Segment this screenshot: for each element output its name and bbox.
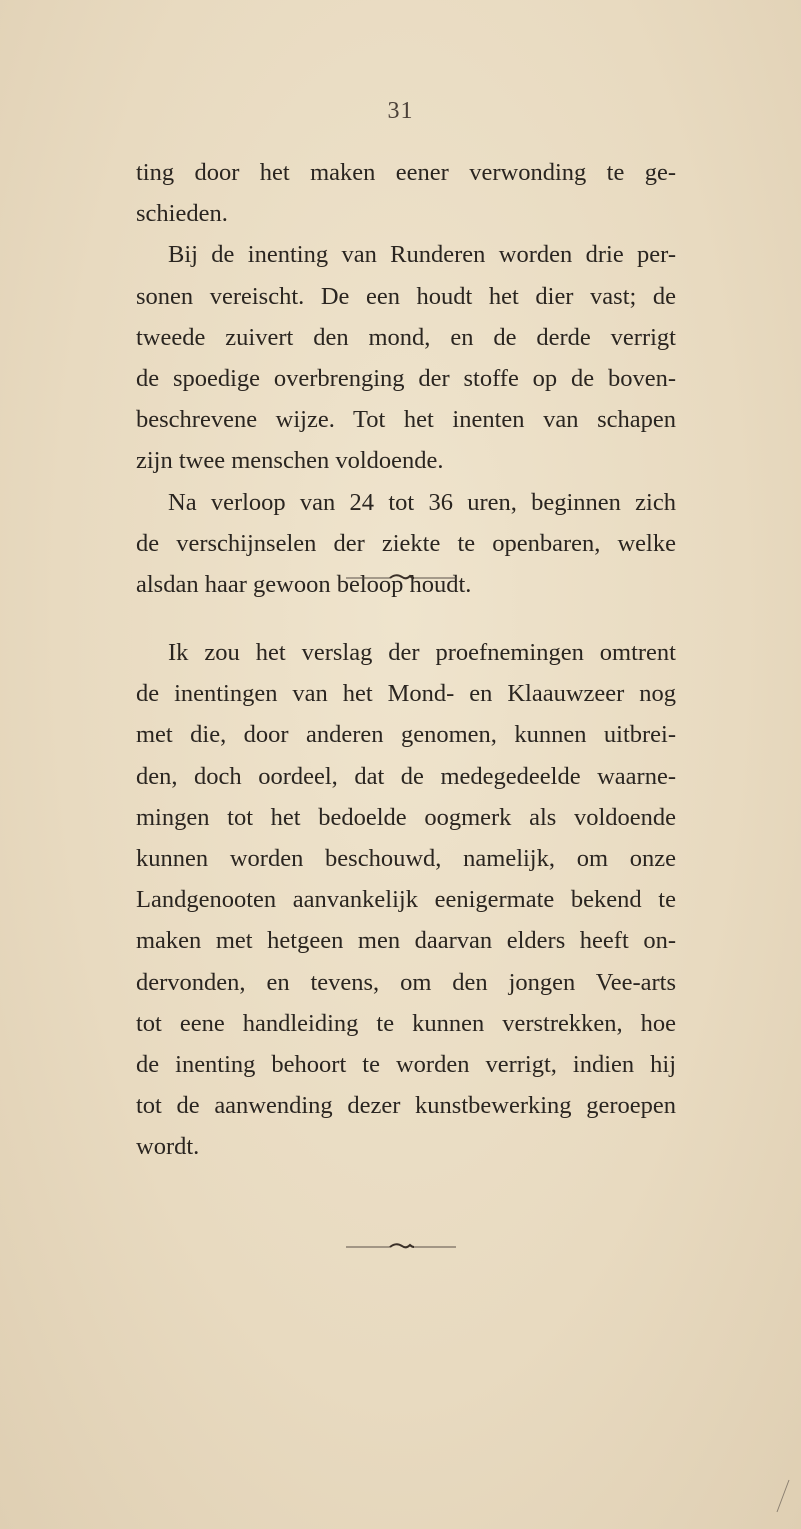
text-line: de inenting behoort te worden verrigt, indien hij [136, 1051, 676, 1079]
text-line: dervonden, en tevens, om den jongen Vee-arts [136, 968, 676, 996]
text-line: schieden. [136, 200, 228, 228]
text-line: kunnen worden beschouwd, namelijk, om onze [136, 845, 676, 873]
paragraph-1 [136, 152, 676, 605]
text-line: tot de aanwending dezer kunstbewerking geroepen [136, 1092, 676, 1120]
text-line: den, doch oordeel, dat de medegedeelde waarne- [136, 762, 676, 790]
text-line: maken met hetgeen men daarvan elders heeft on- [136, 927, 676, 955]
text-line: alsdan haar gewoon beloop houdt. [136, 571, 472, 599]
text-line: wordt. [136, 1133, 200, 1161]
text-line: sonen vereischt. De een houdt het dier vast; de [136, 282, 676, 310]
text-line: Bij de inenting van Runderen worden drie per- [168, 241, 676, 269]
pencil-mark [775, 1478, 791, 1519]
text-line: Landgenooten aanvankelijk eenigermate bekend te [136, 886, 676, 914]
text-line: Na verloop van 24 tot 36 uren, beginnen zich [168, 488, 676, 516]
text-line: ting door het maken eener verwonding te ge- [136, 159, 676, 186]
text-line: zijn twee menschen voldoende. [136, 447, 444, 475]
text-line: met die, door anderen genomen, kunnen uitbrei- [136, 721, 676, 749]
ornamental-divider [0, 572, 801, 584]
text-line: Ik zou het verslag der proefnemingen omtrent [168, 639, 676, 666]
text-line: tweede zuivert den mond, en de derde verrigt [136, 323, 676, 351]
text-line: beschrevene wijze. Tot het inenten van schapen [136, 406, 676, 434]
text-line: de inentingen van het Mond- en Klaauwzeer nog [136, 680, 676, 708]
text-line: de spoedige overbrenging der stoffe op de boven- [136, 365, 676, 393]
text-line: de verschijnselen der ziekte te openbaren, welke [136, 529, 676, 557]
text-line: mingen tot het bedoelde oogmerk als voldoende [136, 803, 676, 831]
ornamental-divider [0, 1241, 801, 1253]
paragraph-2 [136, 632, 676, 1168]
page-number: 31 [387, 98, 414, 124]
text-line: tot eene handleiding te kunnen verstrekken, hoe [136, 1009, 676, 1037]
